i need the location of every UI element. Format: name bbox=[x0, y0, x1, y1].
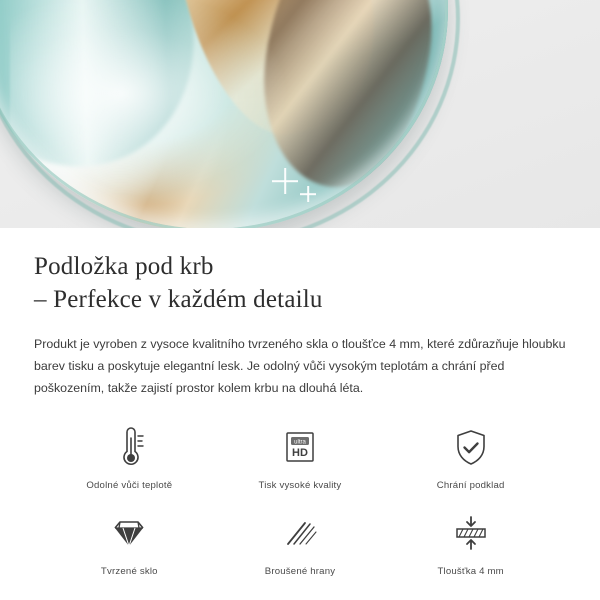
feature-label: Tvrzené sklo bbox=[100, 565, 158, 577]
shield-check-icon bbox=[451, 425, 491, 471]
thickness-arrows-icon bbox=[448, 511, 494, 557]
feature-grid bbox=[34, 425, 566, 577]
hero-image bbox=[0, 0, 600, 228]
content-area bbox=[0, 228, 600, 577]
feature-item-tempered-glass bbox=[44, 511, 215, 577]
feature-label: Broušené hrany bbox=[264, 565, 336, 577]
feature-label: Tloušťka 4 mm bbox=[437, 565, 504, 577]
svg-text:ultra: ultra bbox=[294, 439, 306, 446]
feature-item-print-quality bbox=[215, 425, 386, 491]
feature-item-protection bbox=[385, 425, 556, 491]
feature-item-thickness bbox=[385, 511, 556, 577]
headline-line-1: Podložka pod krb bbox=[34, 253, 214, 280]
thermometer-icon bbox=[109, 425, 149, 471]
polished-edges-icon bbox=[278, 511, 322, 557]
diamond-icon bbox=[106, 511, 152, 557]
description-paragraph: Produkt je vyroben z vysoce kvalitního tvrzeného skla o tloušťce 4 mm, které zdůrazňuje hloubku barev tisku a poskytuje elegantní lesk. Je odolný vůči vysokým teplotám a chrání před poškozením, takže zajistí prostor kolem krbu na dlouhá léta. bbox=[34, 336, 566, 395]
headline-line-2: – Perfekce v každém detailu bbox=[34, 286, 323, 314]
feature-label: Chrání podklad bbox=[436, 479, 505, 491]
feature-item-temperature bbox=[44, 425, 215, 491]
ultra-hd-icon bbox=[278, 425, 322, 471]
svg-text:HD: HD bbox=[292, 446, 308, 459]
feature-item-polished-edges bbox=[215, 511, 386, 577]
page-title bbox=[34, 250, 566, 317]
feature-label: Odolné vůči teplotě bbox=[86, 479, 173, 491]
feature-label: Tisk vysoké kvality bbox=[258, 479, 342, 491]
